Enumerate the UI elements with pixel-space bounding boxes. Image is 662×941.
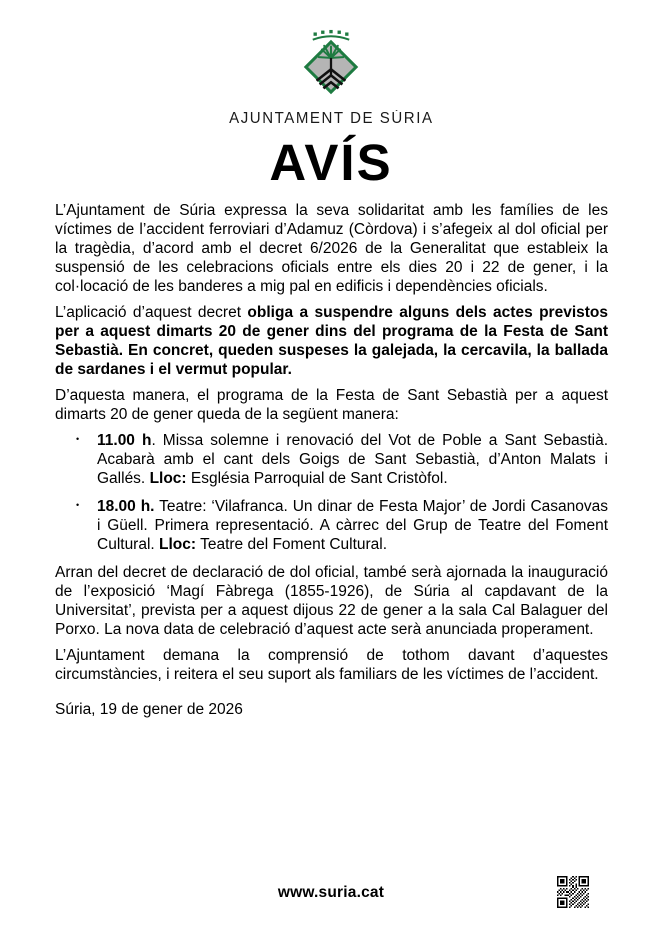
paragraph-comprensio: L’Ajuntament demana la comprensió de tothom davant d’aquestes circumstàncies, i reitera el seu suport als familiars de les víctimes de l’accident. [55,647,608,683]
list-item-missa: • 11.00 h. Missa solemne i renovació del Vot de Poble a Sant Sebastià. Acabarà amb el cant dels Goigs de Sant Sebastià, d’Anton Malats i Gallés. Lloc: Església Parroquial de Sant Cristòfol. [97,431,608,488]
program-list [55,431,608,554]
org-name: AJUNTAMENT DE SÚRIA [228,110,434,127]
website-url: www.suria.cat [277,884,385,901]
list-item-teatre: • 18.00 h. Teatre: ‘Vilafranca. Un dinar de Festa Major’ de Jordi Casanovas i Güell. Primera representació. A càrrec del Grup de Teatre del Foment Cultural. Lloc: Teatre del Foment Cultural. [97,497,608,554]
qr-code-icon [557,876,589,908]
suria-coat-of-arms-icon [293,26,369,102]
date-line: Súria, 19 de gener de 2026 [55,701,243,718]
paragraph-suspensions: L’aplicació d’aquest decret obliga a suspendre alguns dels actes previstos per a aquest dimarts 20 de gener dins del programa de la Festa de Sant Sebastià. En concret, queden suspeses la galejada, la cercavila, la ballada de sardanes i el vermut popular. [55,304,609,378]
paragraph-exposicio: Arran del decret de declaració de dol oficial, també serà ajornada la inauguració de l’exposició ‘Magí Fàbrega (1855-1926), de Súria al capdavant de la Universitat’, prevista per a aquest dijous 22 de gener a la sala Cal Balaguer del Porxo. La nova data de celebració d’aquest acte serà anunciada properament. [55,564,608,638]
notice-header [0,0,662,191]
paragraph-solidarity: L’Ajuntament de Súria expressa la seva solidaritat amb les famílies de les víctimes de l’accident ferroviari d’Adamuz (Còrdova) i s’afegeix al dol oficial per la tragèdia, d’acord amb el decret 6/2026 de la Generalitat que estableix la suspensió de les celebracions oficials entre els dies 20 i 22 de gener, i la col·locació de les banderes a mig pal en edificis i dependències oficials. [55,202,608,295]
paragraph-program-intro: D’aquesta manera, el programa de la Festa de Sant Sebastià per a aquest dimarts 20 de gener queda de la següent manera: [55,387,608,423]
crown-merlons [314,30,349,36]
notice-body [0,201,662,719]
crown-arc [313,36,349,39]
qr-code-svg [557,876,589,908]
notice-title: AVÍS [269,134,393,191]
